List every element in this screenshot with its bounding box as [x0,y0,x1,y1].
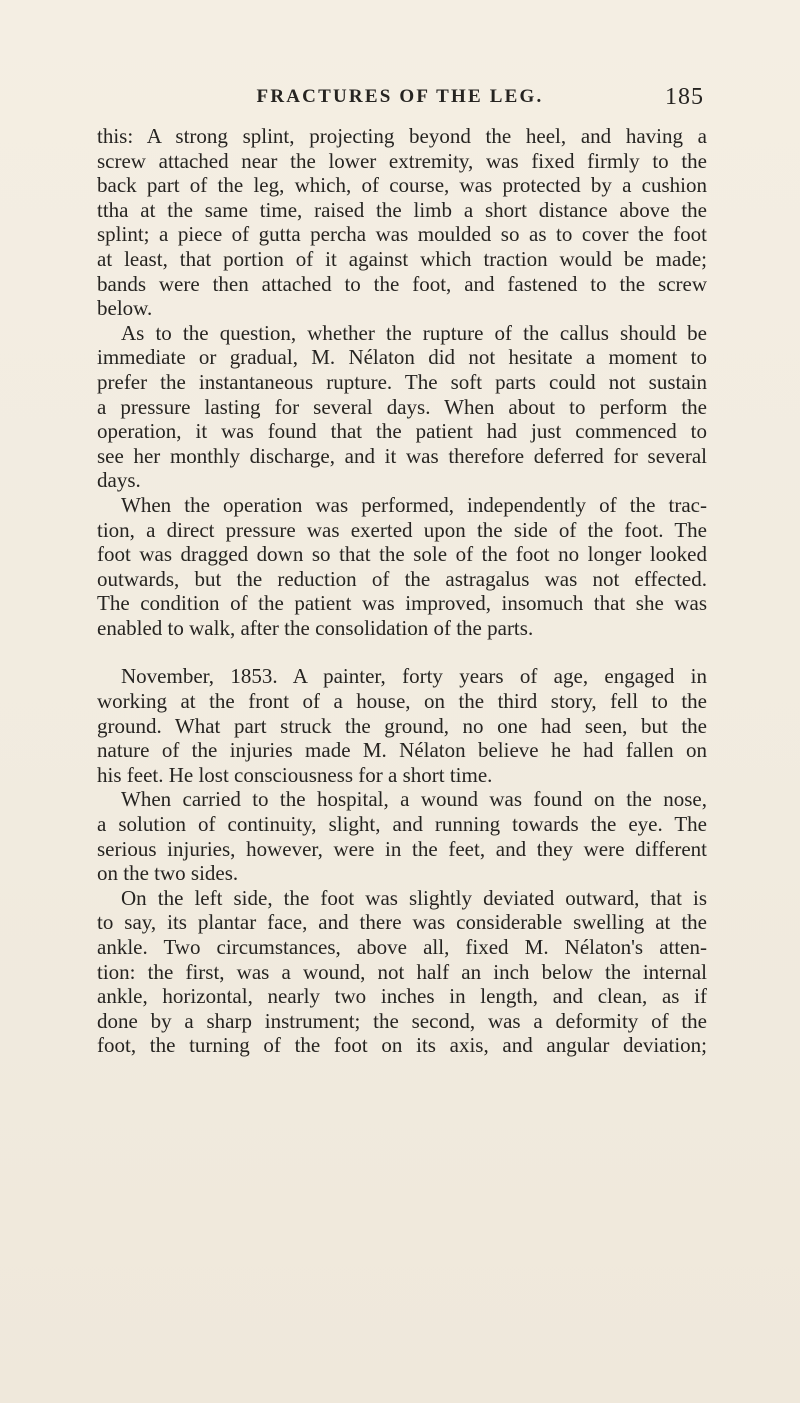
body-text [97,124,707,1058]
text-line: ankle. Two circumstances, above all, fixed M. Nélaton's atten- [97,935,707,959]
text-line: foot was dragged down so that the sole of the foot no longer looked [97,542,707,567]
text-line: bands were then attached to the foot, and fastened to the screw [97,271,707,296]
paragraph-splint-description [97,124,707,321]
text-line: at least, that portion of it against which traction would be made; [97,246,707,271]
text-line: On the left side, the foot was slightly deviated outward, that is [121,885,707,910]
text-line: The condition of the patient was improved, insomuch that she was [97,591,707,616]
text-line: on the two sides. [97,861,239,886]
text-line: working at the front of a house, on the third story, fell to the [97,689,707,714]
text-line: As to the question, whether the rupture of the callus should be [121,320,707,345]
text-line: below. [97,296,153,321]
text-line: outwards, but the reduction of the astragalus was not effected. [97,566,707,591]
text-line: done by a sharp instrument; the second, was a deformity of the [97,1008,707,1033]
text-line: ttha at the same time, raised the limb a short distance above the [97,197,707,222]
text-line: a pressure lasting for several days. When about to perform the [97,394,707,419]
text-line: nature of the injuries made M. Nélaton believe he had fallen on [97,738,707,763]
text-line: days. [97,468,141,493]
text-line: tion: the first, was a wound, not half an inch below the internal [97,959,707,984]
text-line: tion, a direct pressure was exerted upon the side of the foot. The [97,517,707,542]
text-line: November, 1853. A painter, forty years of age, engaged in [121,664,707,689]
text-line: foot, the turning of the foot on its axis, and angular deviation; [97,1033,707,1058]
text-line: operation, it was found that the patient had just commenced to [97,419,707,444]
text-line: a solution of continuity, slight, and running towards the eye. The [97,812,707,837]
text-line: When carried to the hospital, a wound was found on the nose, [121,787,707,812]
text-line: back part of the leg, which, of course, was protected by a cushion [97,173,707,198]
text-line: prefer the instantaneous rupture. The soft parts could not sustain [97,369,707,394]
page-number: 185 [665,84,704,110]
text-line: immediate or gradual, M. Nélaton did not hesitate a moment to [97,345,707,370]
text-line: When the operation was performed, independently of the trac- [121,492,707,517]
text-line: to say, its plantar face, and there was considerable swelling at the [97,910,707,935]
text-line: ankle, horizontal, nearly two inches in length, and clean, as if [97,984,707,1009]
text-line: his feet. He lost consciousness for a short time. [97,762,493,787]
running-header [96,86,704,116]
running-title: FRACTURES OF THE LEG. [256,86,544,107]
text-line: ground. What part struck the ground, no one had seen, but the [97,713,707,738]
paragraph-operation [97,493,707,641]
text-line: this: A strong splint, projecting beyond the heel, and having a [97,124,707,148]
paragraph-callus-rupture [97,321,707,493]
text-line: see her monthly discharge, and it was therefore deferred for several [97,443,707,468]
paragraph-painter-case [97,664,707,787]
text-line: serious injuries, however, were in the feet, and they were different [97,836,707,861]
text-line: screw attached near the lower extremity, was fixed firmly to the [97,148,707,173]
text-line: splint; a piece of gutta percha was moulded so as to cover the foot [97,222,707,247]
paragraph-hospital [97,787,707,885]
paragraph-left-side [97,886,707,1058]
paragraph-spacer [97,640,707,664]
text-line: enabled to walk, after the consolidation of the parts. [97,615,534,640]
